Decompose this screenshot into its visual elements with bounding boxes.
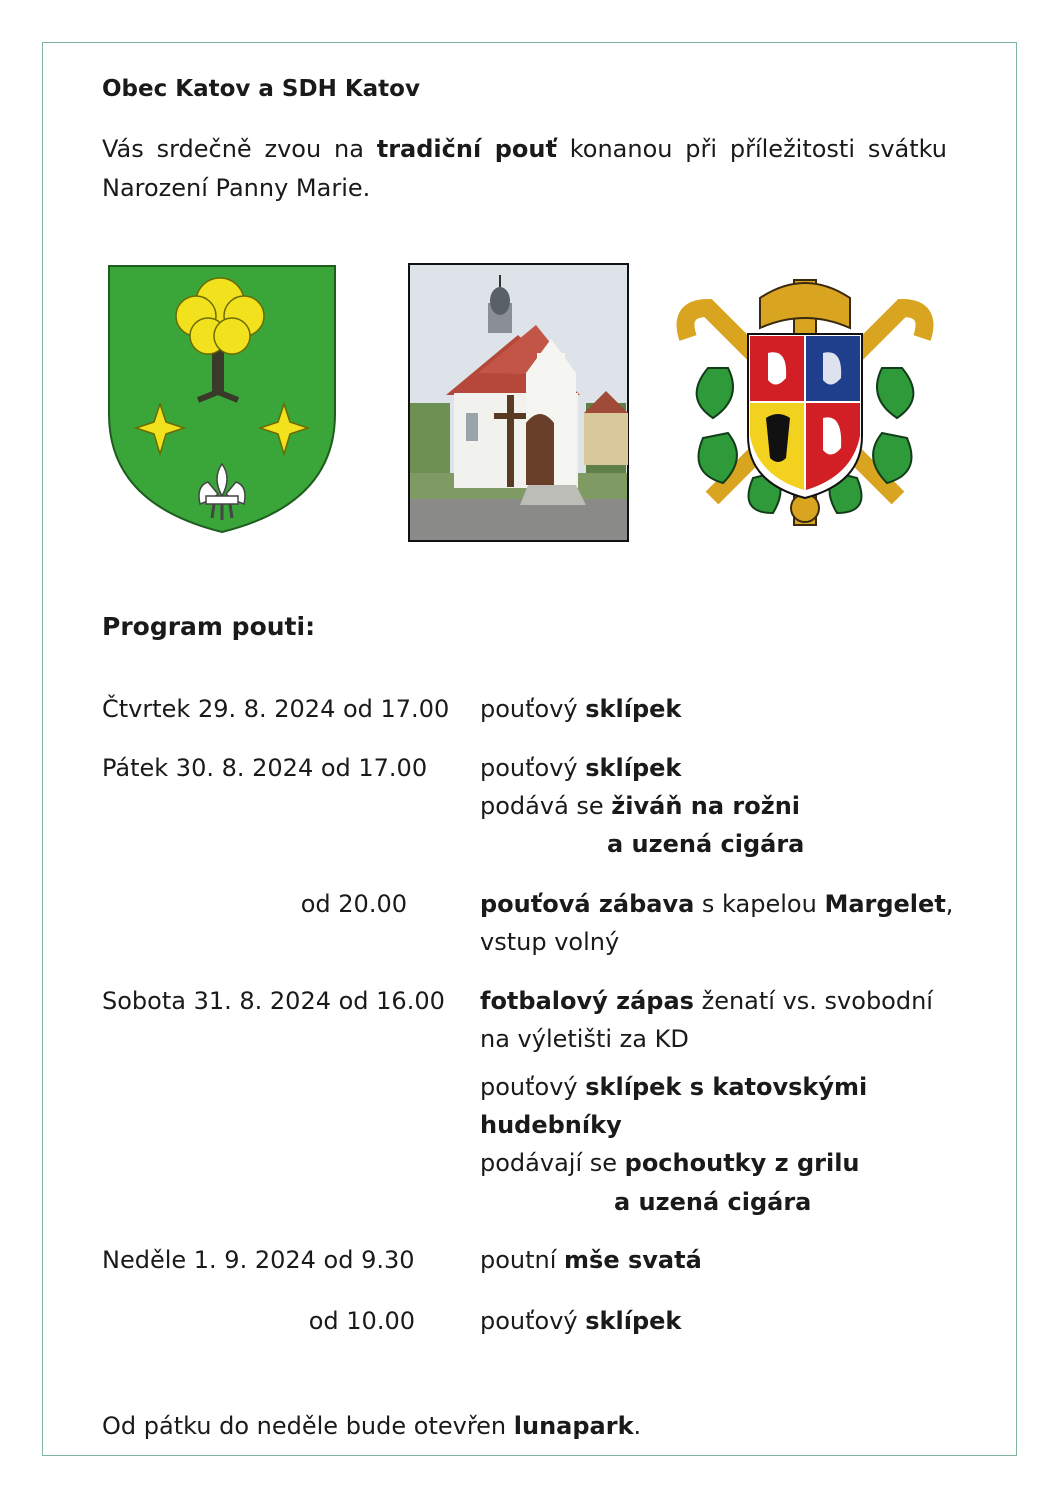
firefighters-emblem	[668, 268, 942, 530]
friday-item-5: vstup volný	[480, 928, 620, 956]
friday-item-4: pouťová zábava s kapelou Margelet,	[480, 890, 954, 918]
sunday-late-time: od 10.00	[308, 1307, 415, 1335]
sunday-item-1: poutní mše svatá	[480, 1246, 702, 1274]
saturday-item-1: fotbalový zápas ženatí vs. svobodní	[480, 987, 933, 1015]
friday-evening-time: od 20.00	[300, 890, 407, 918]
friday-time: Pátek 30. 8. 2024 od 17.00	[102, 754, 428, 782]
saturday-item-6: a uzená cigára	[614, 1188, 812, 1216]
thursday-time: Čtvrtek 29. 8. 2024 od 17.00	[102, 695, 450, 723]
saturday-item-2: na výletišti za KD	[480, 1025, 689, 1053]
saturday-item-4: hudebníky	[480, 1111, 622, 1139]
saturday-item-5: podávají se pochoutky z grilu	[480, 1149, 860, 1177]
saturday-time: Sobota 31. 8. 2024 od 16.00	[102, 987, 445, 1015]
page-title: Obec Katov a SDH Katov	[102, 76, 420, 102]
friday-item-3: a uzená cigára	[607, 830, 805, 858]
friday-item-1: pouťový sklípek	[480, 754, 682, 782]
invitation-text: Vás srdečně zvou na tradiční pouť konanou při příležitosti svátku Narození Panny Marie.	[102, 135, 948, 202]
footer-note: Od pátku do neděle bude otevřen lunapark.	[102, 1412, 642, 1440]
katov-coat-of-arms	[108, 264, 336, 534]
thursday-item: pouťový sklípek	[480, 695, 682, 723]
sunday-item-2: pouťový sklípek	[480, 1307, 682, 1335]
saturday-item-3: pouťový sklípek s katovskými	[480, 1073, 868, 1101]
program-heading: Program pouti:	[102, 612, 316, 641]
sunday-time: Neděle 1. 9. 2024 od 9.30	[102, 1246, 415, 1274]
friday-item-2: podává se živáň na rožni	[480, 792, 801, 820]
chapel-photo	[408, 263, 629, 542]
